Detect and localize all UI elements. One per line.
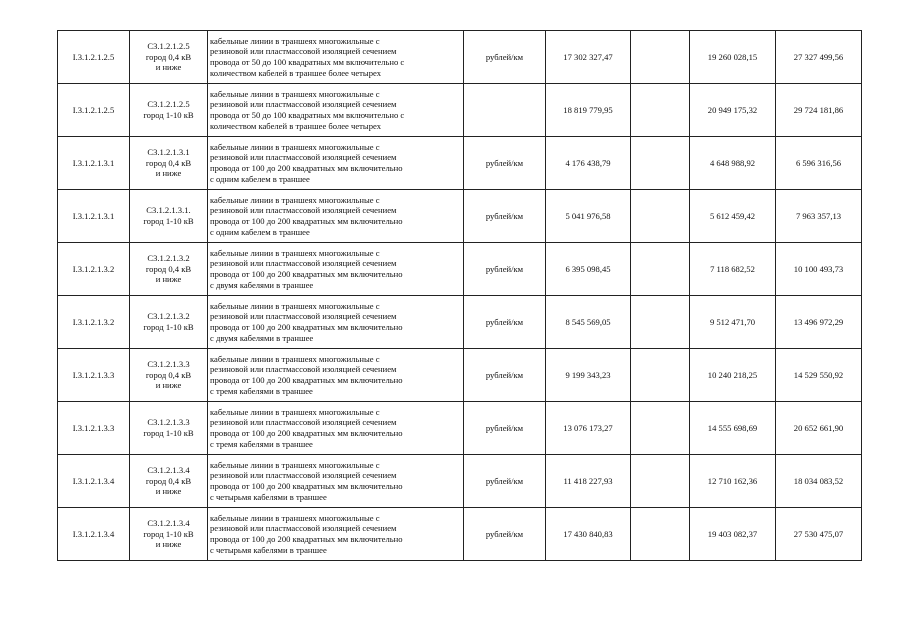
- description-line: резиновой или пластмассовой изоляцией сечением: [210, 258, 397, 269]
- subcode-line: С3.1.2.1.3.2: [147, 253, 190, 264]
- value-cell-2: [631, 349, 690, 402]
- subcode-line: город 0,4 кВ: [145, 157, 192, 168]
- subcode-cell: [130, 84, 208, 137]
- description-line: резиновой или пластмассовой изоляцией сечением: [210, 417, 397, 428]
- description-line: количеством кабелей в траншее более четырех: [210, 120, 381, 131]
- subcode-line: город 1-10 кВ: [143, 322, 194, 332]
- item-code-cell: I.3.1.2.1.2.5: [58, 31, 130, 84]
- subcode-cell: [130, 349, 208, 402]
- table-row: [58, 349, 862, 402]
- value-cell-1: 4 176 438,79: [546, 137, 631, 190]
- subcode-line: и ниже: [155, 274, 182, 285]
- item-code-cell: I.3.1.2.1.3.3: [58, 402, 130, 455]
- subcode-line: город 1-10 кВ: [143, 528, 194, 539]
- value-cell-3: 9 512 471,70: [690, 296, 776, 349]
- value-cell-1: 9 199 343,23: [546, 349, 631, 402]
- item-code-cell: I.3.1.2.1.3.1: [58, 137, 130, 190]
- description-cell: [208, 455, 464, 508]
- unit-cell: [464, 84, 546, 137]
- value-cell-1: 6 395 098,45: [546, 243, 631, 296]
- table-row: [58, 84, 862, 137]
- value-cell-3: 4 648 988,92: [690, 137, 776, 190]
- description-line: с четырьмя кабелями в траншее: [210, 544, 327, 555]
- unit-cell: рублей/км: [464, 349, 546, 402]
- description-line: кабельные линии в траншеях многожильные с: [210, 141, 380, 152]
- description-line: резиновой или пластмассовой изоляцией сечением: [210, 46, 397, 57]
- subcode-cell: [130, 31, 208, 84]
- value-cell-2: [631, 31, 690, 84]
- description-line: провода от 100 до 200 квадратных мм включительно: [210, 269, 403, 279]
- subcode-line: С3.1.2.1.3.4: [147, 465, 190, 476]
- unit-cell: рублей/км: [464, 402, 546, 455]
- description-line: провода от 50 до 100 квадратных мм включительно с: [210, 57, 405, 67]
- description-cell: [208, 402, 464, 455]
- value-cell-1: 13 076 173,27: [546, 402, 631, 455]
- description-line: кабельные линии в траншеях многожильные с: [210, 512, 380, 523]
- description-line: кабельные линии в траншеях многожильные с: [210, 300, 380, 311]
- description-cell: [208, 31, 464, 84]
- item-code-cell: I.3.1.2.1.3.4: [58, 455, 130, 508]
- table-row: [58, 137, 862, 190]
- value-cell-1: 18 819 779,95: [546, 84, 631, 137]
- subcode-line: и ниже: [155, 62, 182, 73]
- value-cell-1: 11 418 227,93: [546, 455, 631, 508]
- value-cell-4: 14 529 550,92: [776, 349, 862, 402]
- subcode-cell: [130, 243, 208, 296]
- subcode-cell: [130, 455, 208, 508]
- subcode-line: С3.1.2.1.3.1.: [146, 205, 191, 216]
- value-cell-2: [631, 84, 690, 137]
- subcode-line: город 1-10 кВ: [143, 110, 194, 120]
- unit-cell: рублей/км: [464, 455, 546, 508]
- subcode-line: С3.1.2.1.2.5: [147, 41, 190, 52]
- table-row: [58, 296, 862, 349]
- description-line: резиновой или пластмассовой изоляцией сечением: [210, 523, 397, 534]
- subcode-line: С3.1.2.1.3.1: [147, 147, 190, 158]
- subcode-line: и ниже: [155, 486, 182, 497]
- subcode-line: С3.1.2.1.3.3: [147, 359, 190, 370]
- subcode-line: С3.1.2.1.3.3: [147, 417, 190, 428]
- table-row: [58, 402, 862, 455]
- description-line: резиновой или пластмассовой изоляцией сечением: [210, 99, 397, 110]
- value-cell-4: 18 034 083,52: [776, 455, 862, 508]
- description-line: резиновой или пластмассовой изоляцией сечением: [210, 364, 397, 375]
- subcode-cell: [130, 296, 208, 349]
- value-cell-3: 10 240 218,25: [690, 349, 776, 402]
- value-cell-1: 17 430 840,83: [546, 508, 631, 561]
- description-line: с тремя кабелями в траншее: [210, 385, 313, 396]
- description-line: резиновой или пластмассовой изоляцией сечением: [210, 152, 397, 163]
- description-line: провода от 100 до 200 квадратных мм включительно: [210, 428, 403, 438]
- description-line: кабельные линии в траншеях многожильные с: [210, 353, 380, 364]
- description-line: с одним кабелем в траншее: [210, 173, 310, 184]
- unit-cell: рублей/км: [464, 31, 546, 84]
- unit-cell: рублей/км: [464, 508, 546, 561]
- item-code-cell: I.3.1.2.1.3.2: [58, 243, 130, 296]
- subcode-line: и ниже: [155, 539, 182, 550]
- rates-table: [57, 30, 862, 561]
- description-line: резиновой или пластмассовой изоляцией сечением: [210, 470, 397, 481]
- description-line: кабельные линии в траншеях многожильные с: [210, 459, 380, 470]
- value-cell-2: [631, 296, 690, 349]
- table-row: [58, 243, 862, 296]
- description-line: кабельные линии в траншеях многожильные с: [210, 194, 380, 205]
- description-line: кабельные линии в траншеях многожильные с: [210, 35, 380, 46]
- item-code-cell: I.3.1.2.1.3.2: [58, 296, 130, 349]
- description-cell: [208, 296, 464, 349]
- value-cell-1: 8 545 569,05: [546, 296, 631, 349]
- table-row: [58, 31, 862, 84]
- value-cell-3: 14 555 698,69: [690, 402, 776, 455]
- value-cell-1: 17 302 327,47: [546, 31, 631, 84]
- description-cell: [208, 137, 464, 190]
- subcode-line: город 0,4 кВ: [145, 263, 192, 274]
- subcode-cell: [130, 137, 208, 190]
- value-cell-4: 7 963 357,13: [776, 190, 862, 243]
- value-cell-2: [631, 455, 690, 508]
- description-line: с одним кабелем в траншее: [210, 226, 310, 237]
- value-cell-4: 13 496 972,29: [776, 296, 862, 349]
- description-line: количеством кабелей в траншее более четырех: [210, 67, 381, 78]
- table-row: [58, 455, 862, 508]
- description-line: провода от 100 до 200 квадратных мм включительно: [210, 322, 403, 332]
- description-line: резиновой или пластмассовой изоляцией сечением: [210, 205, 397, 216]
- value-cell-3: 7 118 682,52: [690, 243, 776, 296]
- subcode-line: и ниже: [155, 380, 182, 391]
- unit-cell: рублей/км: [464, 137, 546, 190]
- description-line: кабельные линии в траншеях многожильные с: [210, 406, 380, 417]
- value-cell-3: 19 260 028,15: [690, 31, 776, 84]
- value-cell-3: 20 949 175,32: [690, 84, 776, 137]
- value-cell-2: [631, 508, 690, 561]
- description-cell: [208, 84, 464, 137]
- value-cell-3: 19 403 082,37: [690, 508, 776, 561]
- item-code-cell: I.3.1.2.1.2.5: [58, 84, 130, 137]
- subcode-line: город 0,4 кВ: [145, 51, 192, 62]
- value-cell-4: 10 100 493,73: [776, 243, 862, 296]
- description-cell: [208, 190, 464, 243]
- value-cell-2: [631, 137, 690, 190]
- item-code-cell: I.3.1.2.1.3.4: [58, 508, 130, 561]
- unit-cell: рублей/км: [464, 243, 546, 296]
- description-line: провода от 100 до 200 квадратных мм включительно: [210, 534, 403, 544]
- item-code-cell: I.3.1.2.1.3.1: [58, 190, 130, 243]
- item-code-cell: I.3.1.2.1.3.3: [58, 349, 130, 402]
- subcode-line: город 1-10 кВ: [143, 216, 194, 226]
- value-cell-4: 27 327 499,56: [776, 31, 862, 84]
- value-cell-3: 12 710 162,36: [690, 455, 776, 508]
- value-cell-4: 29 724 181,86: [776, 84, 862, 137]
- value-cell-1: 5 041 976,58: [546, 190, 631, 243]
- subcode-line: С3.1.2.1.3.4: [147, 518, 190, 529]
- description-line: провода от 50 до 100 квадратных мм включительно с: [210, 110, 405, 120]
- description-cell: [208, 349, 464, 402]
- subcode-line: и ниже: [155, 168, 182, 179]
- description-cell: [208, 508, 464, 561]
- subcode-cell: [130, 508, 208, 561]
- value-cell-2: [631, 402, 690, 455]
- description-line: с тремя кабелями в траншее: [210, 438, 313, 449]
- description-line: провода от 100 до 200 квадратных мм включительно: [210, 481, 403, 491]
- subcode-line: город 0,4 кВ: [145, 369, 192, 380]
- description-cell: [208, 243, 464, 296]
- unit-cell: рублей/км: [464, 190, 546, 243]
- subcode-cell: [130, 402, 208, 455]
- value-cell-3: 5 612 459,42: [690, 190, 776, 243]
- table-row: [58, 508, 862, 561]
- value-cell-4: 27 530 475,07: [776, 508, 862, 561]
- subcode-line: город 1-10 кВ: [143, 428, 194, 438]
- description-line: провода от 100 до 200 квадратных мм включительно: [210, 216, 403, 226]
- description-line: провода от 100 до 200 квадратных мм включительно: [210, 163, 403, 173]
- table-row: [58, 190, 862, 243]
- description-line: с двумя кабелями в траншее: [210, 279, 314, 290]
- table-body: [58, 31, 862, 561]
- description-line: провода от 100 до 200 квадратных мм включительно: [210, 375, 403, 385]
- subcode-cell: [130, 190, 208, 243]
- value-cell-2: [631, 190, 690, 243]
- value-cell-2: [631, 243, 690, 296]
- description-line: с двумя кабелями в траншее: [210, 332, 314, 343]
- subcode-line: город 0,4 кВ: [145, 475, 192, 486]
- description-line: с четырьмя кабелями в траншее: [210, 491, 327, 502]
- value-cell-4: 20 652 661,90: [776, 402, 862, 455]
- description-line: резиновой или пластмассовой изоляцией сечением: [210, 311, 397, 322]
- subcode-line: С3.1.2.1.2.5: [147, 99, 190, 110]
- description-line: кабельные линии в траншеях многожильные с: [210, 88, 380, 99]
- value-cell-4: 6 596 316,56: [776, 137, 862, 190]
- unit-cell: рублей/км: [464, 296, 546, 349]
- subcode-line: С3.1.2.1.3.2: [147, 311, 190, 322]
- description-line: кабельные линии в траншеях многожильные с: [210, 247, 380, 258]
